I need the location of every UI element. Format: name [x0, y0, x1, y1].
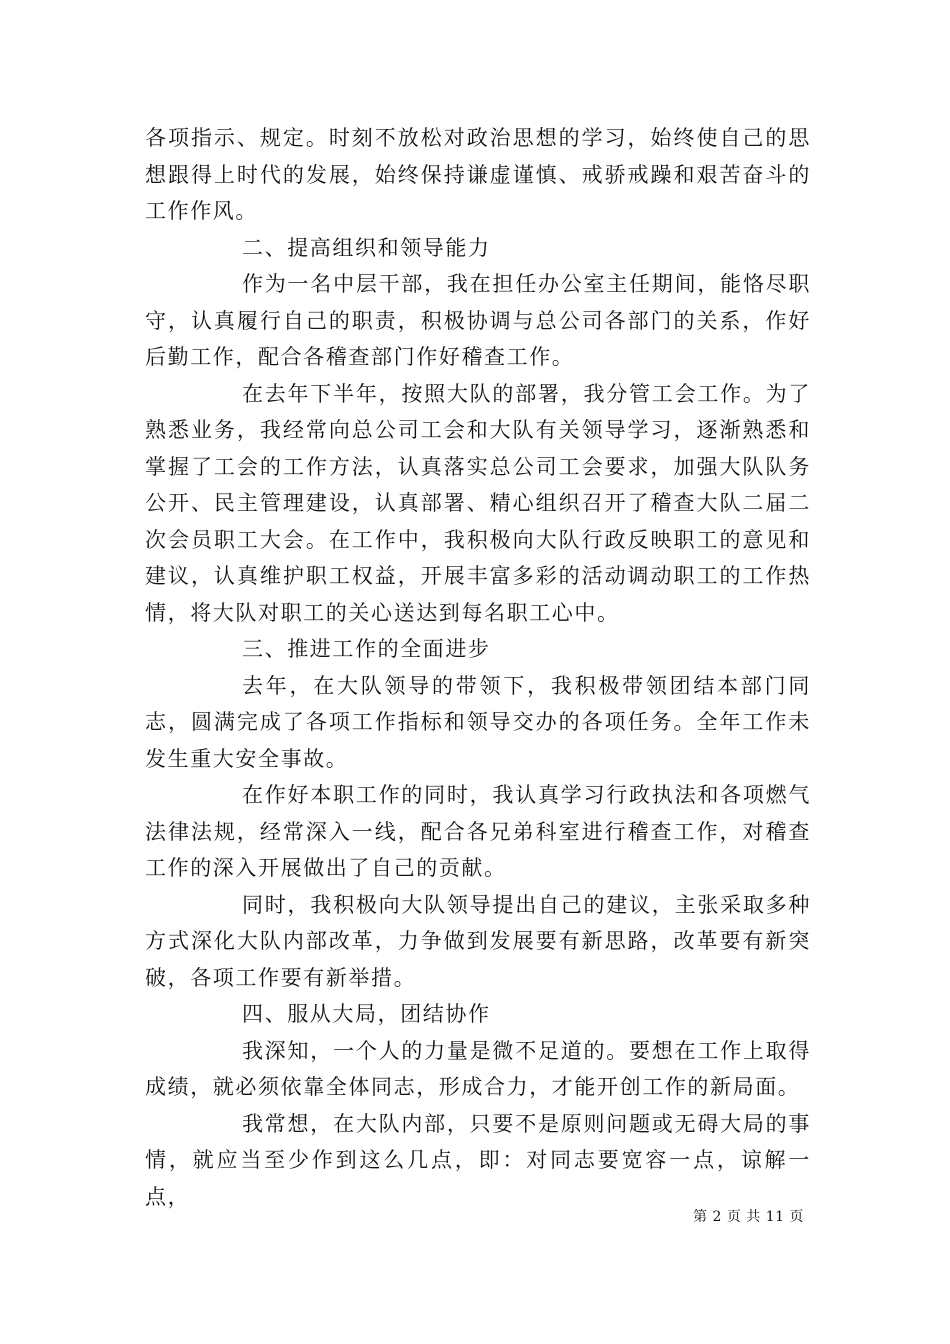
section-heading-2: 二、提高组织和领导能力 — [242, 235, 491, 260]
paragraph: 作为一名中层干部，我在担任办公室主任期间，能恪尽职守，认真履行自己的职责，积极协调与总公司各部门的关系，作好后勤工作，配合各稽查部门作好稽查工作。 — [145, 272, 811, 369]
section-heading-3: 三、推进工作的全面进步 — [242, 637, 491, 661]
paragraph: 在去年下半年，按照大队的部署，我分管工会工作。为了熟悉业务，我经常向总公司工会和大队有关领导学习，逐渐熟悉和掌握了工会的工作方法，认真落实总公司工会要求，加强大队队务公开、民主管理建设，认真部署、精心组织召开了稽查大队二届二次会员职工大会。在工作中，我积极向大队行政反映职工的意见和建议，认真维护职工权益，开展丰富多彩的活动调动职工的工作热情，将大队对职工的关心送达到每名职工心中。 — [145, 381, 811, 625]
paragraph: 我常想，在大队内部，只要不是原则问题或无碍大局的事情，就应当至少作到这么几点，即：对同志要宽容一点，谅解一点， — [145, 1111, 811, 1209]
paragraph-continuation: 各项指示、规定。时刻不放松对政治思想的学习，始终使自己的思想跟得上时代的发展，始终保持谦虚谨慎、戒骄戒躁和艰苦奋斗的工作作风。 — [145, 126, 811, 223]
page-number-footer: 第 2 页 共 11 页 — [693, 1209, 804, 1225]
paragraph: 去年，在大队领导的带领下，我积极带领团结本部门同志，圆满完成了各项工作指标和领导交办的各项任务。全年工作未发生重大安全事故。 — [145, 673, 811, 771]
paragraph: 在作好本职工作的同时，我认真学习行政执法和各项燃气法律法规，经常深入一线，配合各兄弟科室进行稽查工作，对稽查工作的深入开展做出了自己的贡献。 — [145, 783, 811, 880]
document-body — [145, 120, 811, 1215]
section-heading-4: 四、服从大局，团结协作 — [242, 1002, 491, 1026]
paragraph: 我深知，一个人的力量是微不足道的。要想在工作上取得成绩，就必须依靠全体同志，形成合力，才能开创工作的新局面。 — [145, 1038, 811, 1099]
paragraph: 同时，我积极向大队领导提出自己的建议，主张采取多种方式深化大队内部改革，力争做到发展要有新思路，改革要有新突破，各项工作要有新举措。 — [145, 892, 811, 990]
